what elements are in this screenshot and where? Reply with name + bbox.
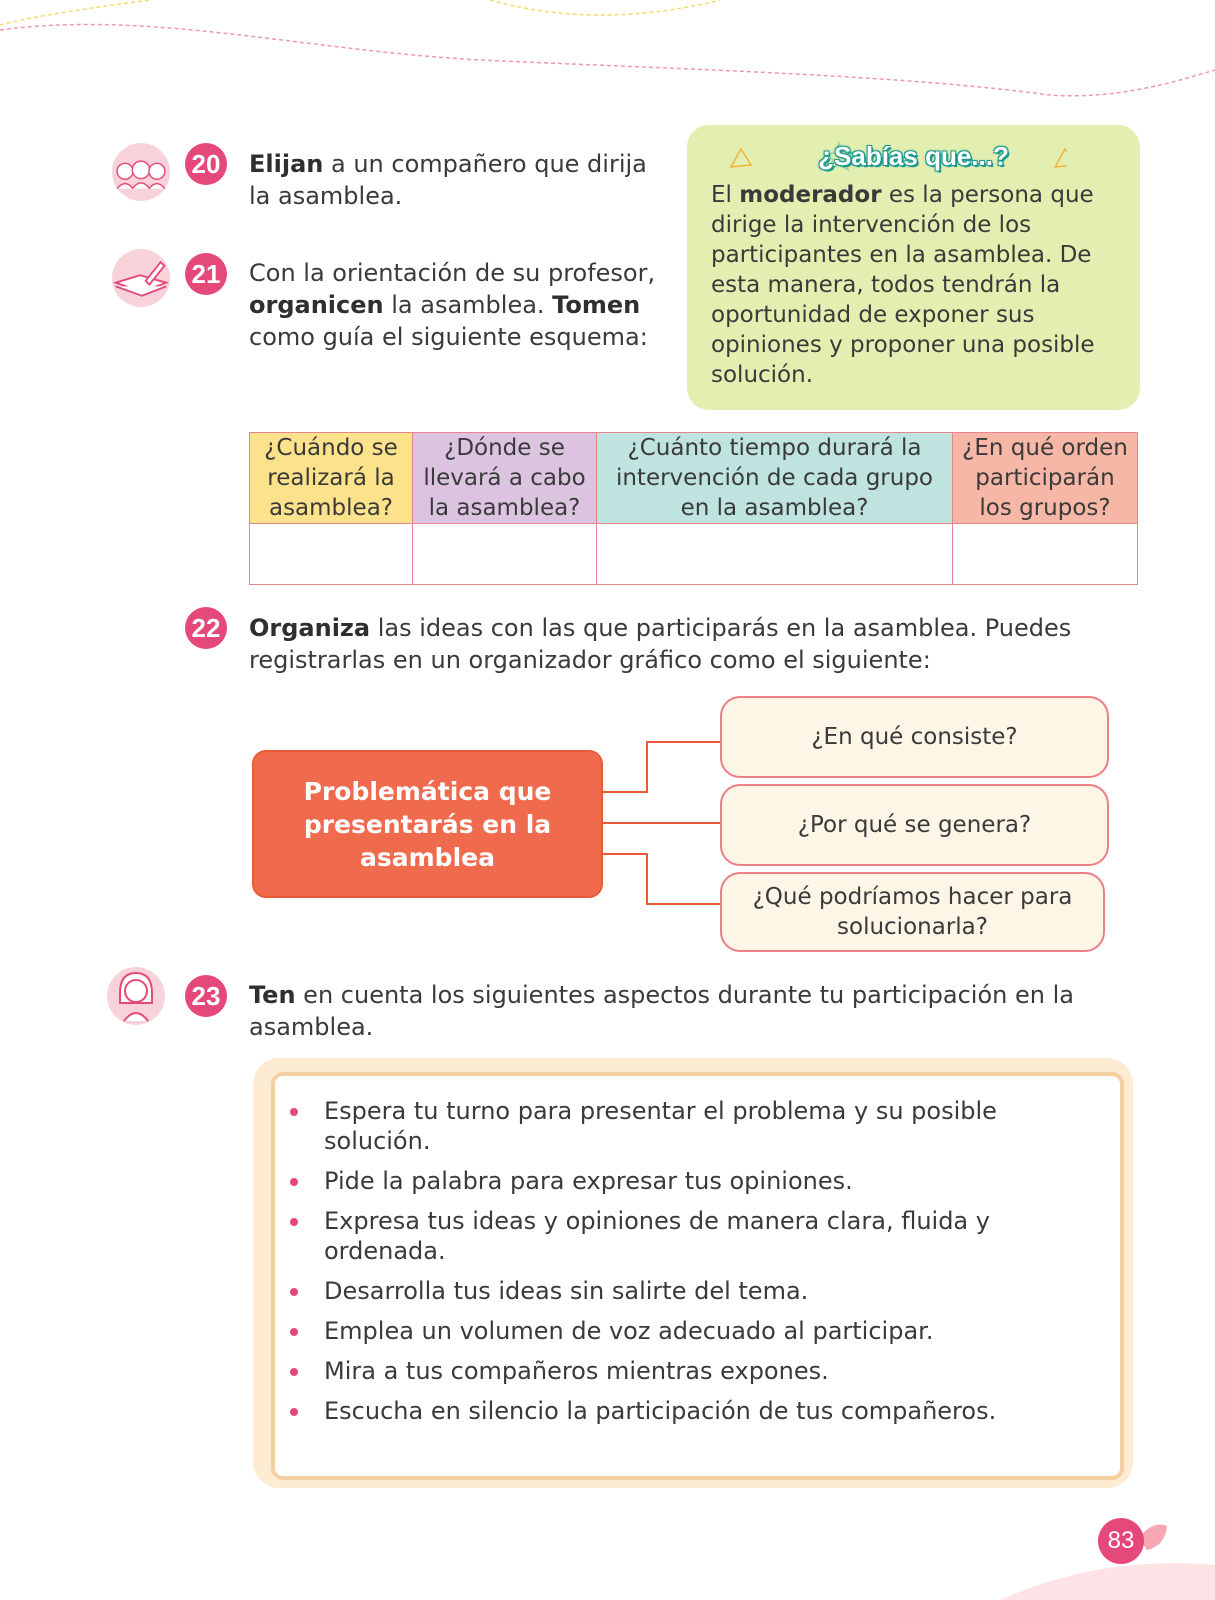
activity-22-number: 22 bbox=[185, 607, 227, 649]
did-you-know-title: ¿Sabías que...? bbox=[818, 141, 1009, 171]
students-icon bbox=[112, 143, 170, 201]
activity-20-instruction: a un compañero que dirija la asamblea. bbox=[249, 150, 647, 210]
tip-text: Mira a tus compañeros mientras expones. bbox=[324, 1357, 829, 1385]
activity-22-instruction: las ideas con las que participarás en la asamblea. Puedes registrarlas en un organizador gráfico como el siguiente: bbox=[249, 614, 1072, 674]
tip-text: Escucha en silencio la participación de tus compañeros. bbox=[324, 1397, 997, 1425]
activity-21-text bbox=[249, 257, 659, 353]
activity-21-part3: como guía el siguiente esquema: bbox=[249, 323, 648, 351]
activity-21-verb2: Tomen bbox=[552, 291, 641, 319]
table-header-where: ¿Dónde se llevará a cabo la asamblea? bbox=[413, 433, 597, 524]
table-cell-where[interactable] bbox=[413, 524, 597, 585]
activity-22-verb: Organiza bbox=[249, 614, 371, 642]
did-you-know-part2: es la persona que dirige la intervención de los participantes en la asamblea. De esta manera, todos tendrán la oportunidad de exponer sus opiniones y proponer una posible solución. bbox=[711, 182, 1095, 388]
bullet-icon bbox=[290, 1408, 298, 1416]
activity-20-text bbox=[249, 148, 649, 212]
activity-23-text bbox=[249, 979, 1129, 1043]
activity-22-text bbox=[249, 612, 1129, 676]
bullet-icon bbox=[290, 1108, 298, 1116]
tip-text: Pide la palabra para expresar tus opiniones. bbox=[324, 1167, 853, 1195]
table-cell-when[interactable] bbox=[250, 524, 413, 585]
activity-21-number: 21 bbox=[185, 253, 227, 295]
bullet-icon bbox=[290, 1328, 298, 1336]
decorative-wave bbox=[0, 0, 1215, 110]
did-you-know-box bbox=[687, 125, 1140, 410]
list-item bbox=[290, 1356, 1090, 1386]
activity-20-verb: Elijan bbox=[249, 150, 324, 178]
list-item bbox=[290, 1206, 1090, 1266]
activity-23-verb: Ten bbox=[249, 981, 296, 1009]
writing-book-icon bbox=[112, 249, 170, 307]
list-item bbox=[290, 1166, 1090, 1196]
table-header-order: ¿En qué orden participarán los grupos? bbox=[953, 433, 1138, 524]
tip-text: Expresa tus ideas y opiniones de manera clara, fluida y ordenada. bbox=[324, 1207, 990, 1265]
organizer-central-topic: Problemática que presentarás en la asamblea bbox=[252, 750, 603, 898]
activity-23-instruction: en cuenta los siguientes aspectos durante tu participación en la asamblea. bbox=[249, 981, 1074, 1041]
table-cell-duration[interactable] bbox=[597, 524, 953, 585]
tip-text: Emplea un volumen de voz adecuado al participar. bbox=[324, 1317, 934, 1345]
organizer-question-why: ¿Por qué se genera? bbox=[720, 784, 1109, 866]
tip-text: Espera tu turno para presentar el problema y su posible solución. bbox=[324, 1097, 997, 1155]
did-you-know-part1: El bbox=[711, 182, 740, 208]
activity-21-part2: la asamblea. bbox=[383, 291, 553, 319]
tip-text: Desarrolla tus ideas sin salirte del tema. bbox=[324, 1277, 809, 1305]
bullet-icon bbox=[290, 1178, 298, 1186]
assembly-planning-table bbox=[249, 432, 1138, 585]
bullet-icon bbox=[290, 1218, 298, 1226]
activity-21-verb1: organicen bbox=[249, 291, 384, 319]
did-you-know-bold: moderador bbox=[739, 182, 882, 208]
bullet-icon bbox=[290, 1368, 298, 1376]
did-you-know-text bbox=[711, 180, 1121, 390]
table-answer-row bbox=[250, 524, 1138, 585]
organizer-connectors bbox=[599, 700, 724, 930]
list-item bbox=[290, 1096, 1090, 1156]
list-item bbox=[290, 1396, 1090, 1426]
table-header-duration: ¿Cuánto tiempo durará la intervención de cada grupo en la asamblea? bbox=[597, 433, 953, 524]
table-header-when: ¿Cuándo se realizará la asamblea? bbox=[250, 433, 413, 524]
tips-list bbox=[290, 1096, 1090, 1436]
decorative-corner bbox=[1000, 1555, 1215, 1600]
activity-20-number: 20 bbox=[185, 143, 227, 185]
girl-icon bbox=[107, 967, 165, 1025]
list-item bbox=[290, 1276, 1090, 1306]
list-item bbox=[290, 1316, 1090, 1346]
activity-21-part1: Con la orientación de su profesor, bbox=[249, 259, 656, 287]
organizer-question-solution: ¿Qué podríamos hacer para solucionarla? bbox=[720, 872, 1105, 952]
organizer-question-what: ¿En qué consiste? bbox=[720, 696, 1109, 778]
table-cell-order[interactable] bbox=[953, 524, 1138, 585]
activity-23-number: 23 bbox=[185, 975, 227, 1017]
page-number: 83 bbox=[1098, 1518, 1144, 1564]
bullet-icon bbox=[290, 1288, 298, 1296]
table-header-row bbox=[250, 433, 1138, 524]
